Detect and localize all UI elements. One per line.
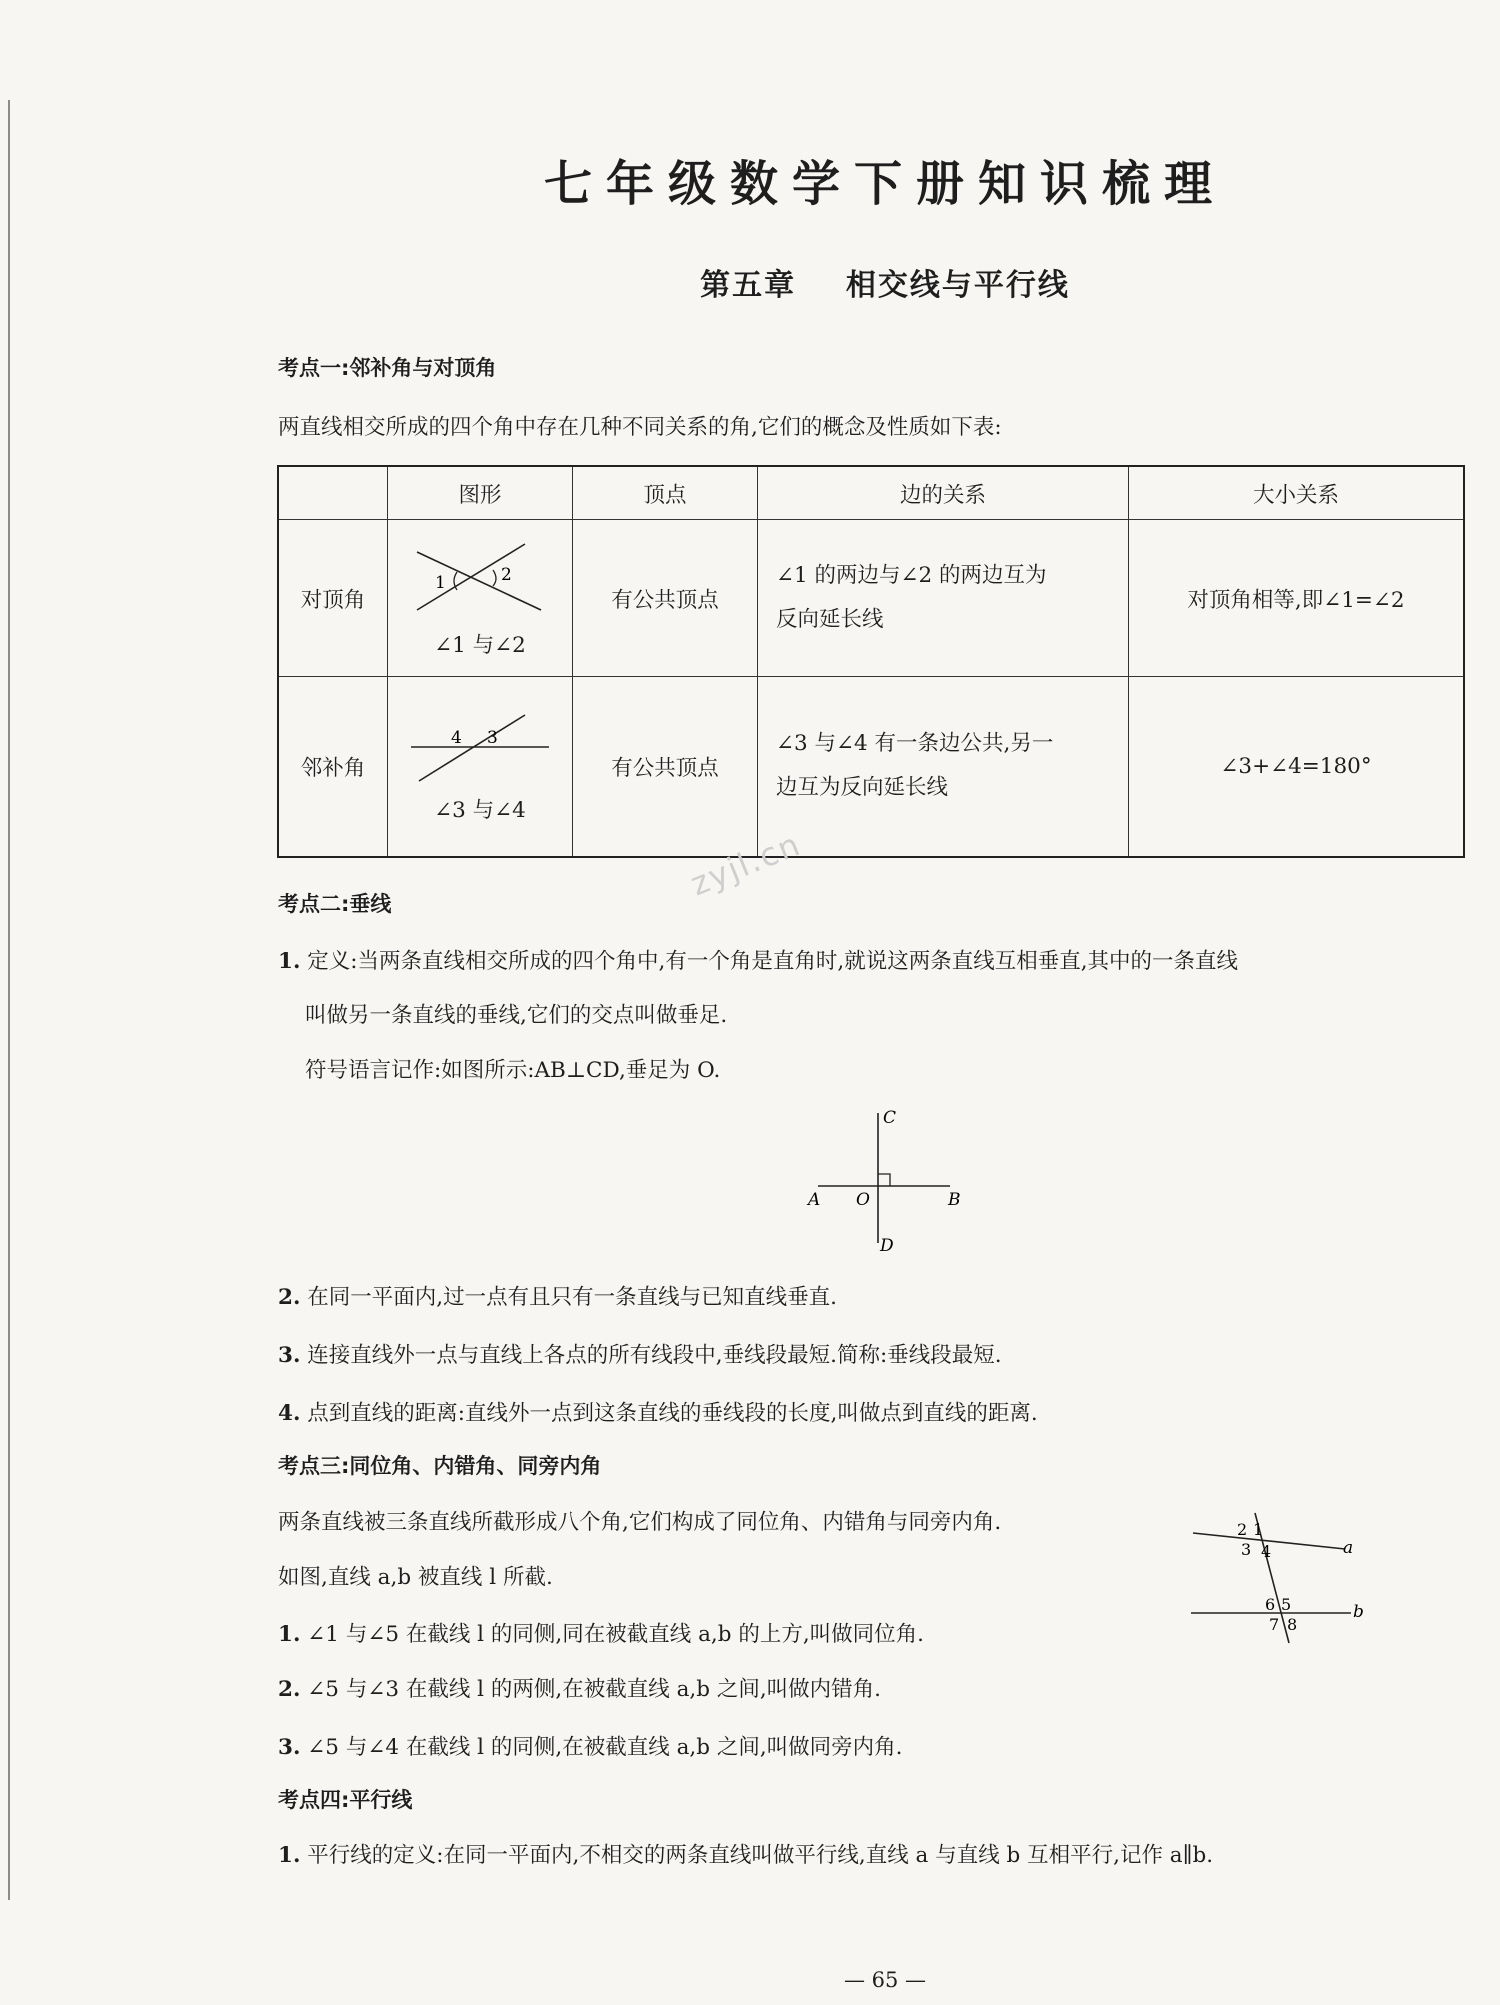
item-text: 连接直线外一点与直线上各点的所有线段中,垂线段最短.简称:垂线段最短. [307, 1343, 1002, 1368]
row-vertex: 有公共顶点 [573, 677, 758, 857]
kp2-p2 [278, 1280, 837, 1311]
adjacent-angle-figure-cell [388, 677, 573, 857]
kp3-item1 [278, 1617, 924, 1648]
item-text: 在同一平面内,过一点有且只有一条直线与已知直线垂直. [307, 1285, 837, 1310]
row-sides [758, 677, 1129, 857]
angle-label-4: 4 [1261, 1542, 1272, 1561]
label-c: C [883, 1108, 897, 1128]
kp2-p4 [278, 1396, 1038, 1427]
row-vertex: 有公共顶点 [573, 520, 758, 677]
kp4-p1 [278, 1838, 1213, 1869]
figure-caption: ∠1 与∠2 [434, 632, 526, 658]
header-cell-figure: 图形 [388, 466, 573, 520]
row-name: 对顶角 [278, 520, 388, 677]
kp2-p1-line2: 叫做另一条直线的垂线,它们的交点叫做垂足. [305, 1003, 728, 1028]
row-sides [758, 520, 1129, 677]
header-cell-size: 大小关系 [1129, 466, 1465, 520]
kp4-heading: 考点四:平行线 [278, 1788, 413, 1812]
item-number: 3. [278, 1343, 301, 1368]
item-text: ∠5 与∠3 在截线 l 的两侧,在被截直线 a,b 之间,叫做内错角. [307, 1677, 881, 1702]
kp2-p3 [278, 1338, 1002, 1369]
watermark: zyjl.cn [685, 824, 807, 904]
item-number: 1. [278, 1843, 301, 1868]
kp2-p1-line3: 符号语言记作:如图所示:AB⊥CD,垂足为 O. [305, 1058, 721, 1083]
page-number: — 65 — [843, 1968, 927, 1992]
row-name: 邻补角 [278, 677, 388, 857]
row-size: 对顶角相等,即∠1=∠2 [1129, 520, 1465, 677]
table-row [278, 677, 1464, 857]
adjacent-angle-diagram [405, 709, 555, 789]
kp2-p1-line1 [278, 944, 1238, 975]
angle-label-3: 3 [487, 727, 498, 748]
label-a: A [808, 1190, 821, 1210]
transversal-diagram [1185, 1505, 1375, 1645]
angle-label-5: 5 [1281, 1595, 1292, 1614]
angle-label-3: 3 [1241, 1540, 1252, 1559]
kp3-item3 [278, 1730, 903, 1761]
item-number: 3. [278, 1735, 301, 1760]
header-cell-sides: 边的关系 [758, 466, 1129, 520]
angle-label-1: 1 [1253, 1520, 1264, 1539]
kp3-item2 [278, 1672, 881, 1703]
angle-label-7: 7 [1269, 1615, 1280, 1634]
header-cell-empty [278, 466, 388, 520]
item-number: 1. [278, 1622, 301, 1647]
angle-label-6: 6 [1265, 1595, 1276, 1614]
kp1-intro: 两直线相交所成的四个角中存在几种不同关系的角,它们的概念及性质如下表: [278, 415, 1002, 440]
angle-label-4: 4 [451, 727, 462, 748]
line-label-b: b [1353, 1602, 1364, 1622]
row-sides-line2: 反向延长线 [776, 607, 884, 632]
table-header-row [278, 466, 1464, 520]
item-number: 2. [278, 1677, 301, 1702]
line-label-a: a [1343, 1538, 1354, 1558]
item-text: 平行线的定义:在同一平面内,不相交的两条直线叫做平行线,直线 a 与直线 b 互相平行,记作 a∥b. [307, 1843, 1214, 1868]
item-number: 4. [278, 1401, 301, 1426]
angle-label-1: 1 [435, 572, 446, 593]
item-text: ∠1 与∠5 在截线 l 的同侧,同在被截直线 a,b 的上方,叫做同位角. [307, 1622, 924, 1647]
table-row [278, 520, 1464, 677]
item-text: ∠5 与∠4 在截线 l 的同侧,在被截直线 a,b 之间,叫做同旁内角. [307, 1735, 903, 1760]
chapter-title: 第五章 相交线与平行线 [700, 268, 1070, 303]
item-text: 定义:当两条直线相交所成的四个角中,有一个角是直角时,就说这两条直线互相垂直,其中的一条直线 [307, 949, 1239, 974]
kp3-heading: 考点三:同位角、内错角、同旁内角 [278, 1454, 602, 1478]
page-title: 七年级数学下册知识梳理 [543, 156, 1226, 212]
binding-edge-line [8, 100, 10, 1900]
header-cell-vertex: 顶点 [573, 466, 758, 520]
angle-label-2: 2 [1237, 1520, 1248, 1539]
item-text: 点到直线的距离:直线外一点到这条直线的垂线段的长度,叫做点到直线的距离. [307, 1401, 1038, 1426]
angle-label-2: 2 [501, 564, 512, 585]
kp1-heading: 考点一:邻补角与对顶角 [278, 356, 497, 380]
row-sides-line1: ∠3 与∠4 有一条边公共,另一 [776, 731, 1054, 757]
label-b: B [948, 1190, 961, 1210]
figure-caption: ∠3 与∠4 [434, 797, 526, 823]
angle-label-8: 8 [1287, 1615, 1298, 1634]
vertical-angle-figure-cell [388, 520, 573, 677]
kp3-p1: 两条直线被三条直线所截形成八个角,它们构成了同位角、内错角与同旁内角. [278, 1510, 1002, 1535]
vertical-angle-diagram [405, 538, 555, 624]
kp3-p2: 如图,直线 a,b 被直线 l 所截. [278, 1565, 553, 1590]
perpendicular-diagram [800, 1105, 970, 1253]
row-sides-line1: ∠1 的两边与∠2 的两边互为 [776, 563, 1047, 588]
item-number: 1. [278, 949, 301, 974]
row-sides-line2: 边互为反向延长线 [776, 775, 949, 801]
item-number: 2. [278, 1285, 301, 1310]
kp2-heading: 考点二:垂线 [278, 892, 392, 916]
label-d: D [880, 1236, 894, 1253]
label-o: O [856, 1190, 870, 1210]
row-size: ∠3+∠4=180° [1129, 677, 1465, 857]
angle-relation-table [277, 465, 1465, 858]
